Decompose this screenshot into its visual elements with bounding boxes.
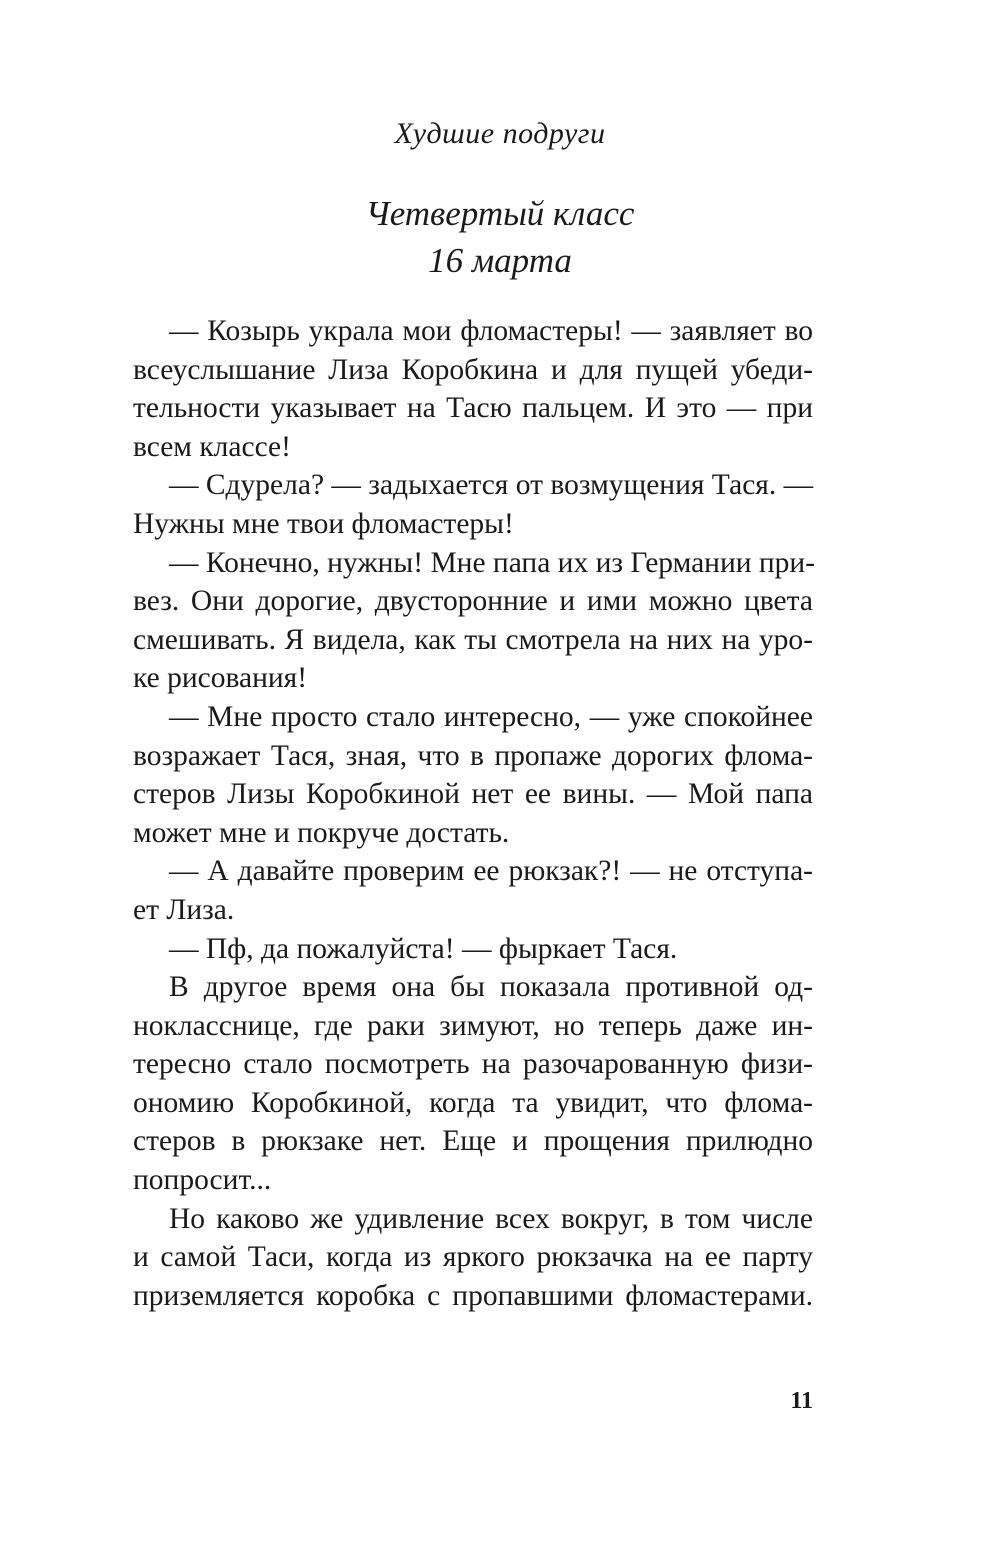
text-line: приземляется коробка с пропавшими фломастерами. bbox=[133, 1279, 813, 1312]
text-line: — А давайте проверим ее рюкзак?! — не отступа- bbox=[169, 855, 813, 888]
text-line: смешивать. Я видела, как ты смотрела на них на уро- bbox=[133, 623, 813, 656]
text-line: — Козырь украла мои фломастеры! — заявляет во bbox=[169, 315, 813, 347]
running-head: Худшие подруги bbox=[394, 117, 606, 150]
text-line: возражает Тася, зная, что в пропаже дорогих флома- bbox=[133, 739, 813, 772]
text-line: Но каково же удивление всех вокруг, в том числе bbox=[169, 1202, 813, 1235]
text-line: стеров в рюкзаке нет. Еще и прощения прилюдно bbox=[133, 1125, 813, 1158]
text-line: ет Лиза. bbox=[133, 893, 235, 926]
text-line: всеуслышание Лиза Коробкина и для пущей убеди- bbox=[133, 353, 813, 386]
text-line: ономию Коробкиной, когда та увидит, что флома- bbox=[133, 1086, 813, 1119]
text-line: — Пф, да пожалуйста! — фыркает Тася. bbox=[169, 932, 678, 965]
text-line: Нужны мне твои фломастеры! bbox=[133, 507, 514, 540]
chapter-title: Четвертый класс bbox=[365, 194, 635, 233]
text-line: тельности указывает на Тасю пальцем. И это — при bbox=[133, 392, 813, 425]
text-line: — Конечно, нужны! Мне папа их из Германии при- bbox=[169, 546, 816, 579]
body-text bbox=[133, 312, 816, 1315]
text-line: и самой Таси, когда из яркого рюкзачка на ее парту bbox=[133, 1241, 813, 1274]
text-line: — Мне просто стало интересно, — уже спокойнее bbox=[169, 700, 813, 733]
page-number: 11 bbox=[790, 1388, 813, 1414]
text-line: — Сдурела? — задыхается от возмущения Тася. — bbox=[169, 469, 814, 502]
text-line: может мне и покруче достать. bbox=[133, 816, 510, 849]
chapter-date: 16 марта bbox=[428, 241, 572, 280]
text-line: стеров Лизы Коробкиной нет ее вины. — Мой папа bbox=[133, 778, 813, 811]
text-line: вез. Они дорогие, двусторонние и ими можно цвета bbox=[133, 585, 813, 618]
text-line: попросит... bbox=[133, 1164, 272, 1197]
text-line: тересно стало посмотреть на разочарованную физи- bbox=[133, 1048, 813, 1081]
chapter-heading bbox=[0, 190, 1000, 284]
text-line: В другое время она бы показала противной од- bbox=[169, 971, 813, 1004]
text-line: всем классе! bbox=[133, 430, 291, 463]
text-line: нокласснице, где раки зимуют, но теперь даже ин- bbox=[133, 1009, 813, 1042]
text-line: ке рисования! bbox=[133, 662, 308, 695]
